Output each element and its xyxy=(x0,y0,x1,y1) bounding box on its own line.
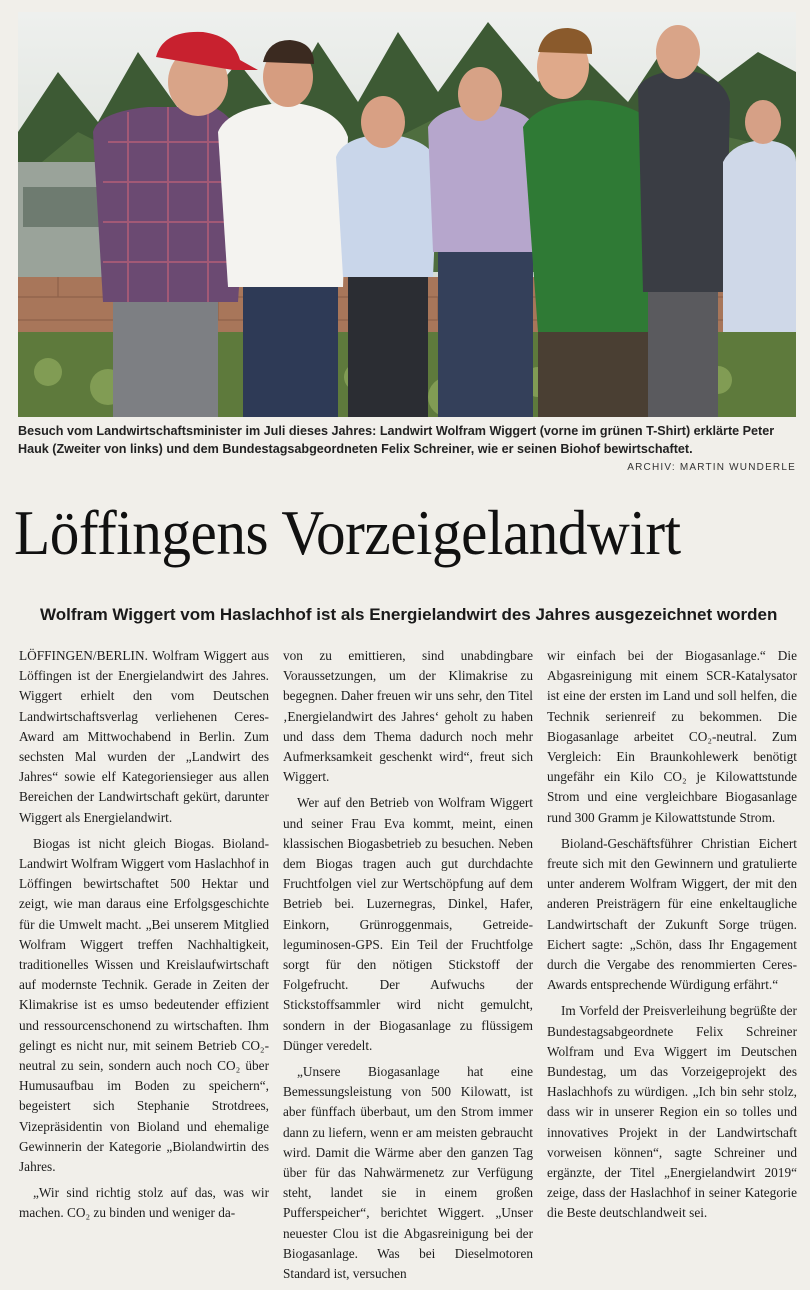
paragraph: Im Vorfeld der Preisverleihung begrüßte der Bundestagsabgeordnete Felix Schreiner Wolfram und Eva Wiggert im Deutschen Bundestag, um das Vorzeigeprojekt des Haslachhofs zu würdigen. „Ich bin sehr stolz, dass wir in unserer Region ein so tolles und innovatives Projekt in der Landwirtschaft vorweisen können“, sagte Schreiner und ergänzte, der Titel „Energielandwirt 2019“ zeige, dass der Haslachhof in seiner Kategorie die Beste deutschlandweit sei. xyxy=(547,1003,797,1221)
article-body xyxy=(19,646,797,1282)
article-photo xyxy=(18,12,796,417)
subheadline: Wolfram Wiggert vom Haslachhof ist als Energielandwirt des Jahres ausgezeichnet worden xyxy=(40,605,778,624)
paragraph: Bioland-Geschäftsführer Christian Eichert freute sich mit den Gewinnern und gratulierte unter anderem Wolfram Wiggert, der mit den anderen Preisträgern für eine enkeltaugliche Landwirtschaft der Zukunft Sorge trügen. Eichert sagte: „Schön, dass Ihr Engagement durch die Vergabe des renommierten Ceres-Awards entsprechende Würdigung erfährt.“ xyxy=(547,835,797,993)
article-column-1 xyxy=(19,646,269,1290)
paragraph: Wer auf den Betrieb von Wolfram Wiggert und seiner Frau Eva kommt, meint, einen klassischen Biogasbetrieb zu besuchen. Neben dem Biogas tragen auch gut durchdachte Fruchtfolgen viel zur Wertschöpfung auf dem Betrieb bei. Luzernegras, Dinkel, Hafer, Einkorn, Grünroggenmais, Getreide-leguminosen-GPS. Ein Teil der Fruchtfolge sorgt für den nötigen Stickstoff der Folgefrucht. Der Aufwuchs der Stickstoffsammler wird nicht gemulcht, sondern in der Biogasanlage zu flüssigem Dünger veredelt. xyxy=(283,795,533,1053)
article-column-2 xyxy=(283,646,533,1290)
photo-caption: Besuch vom Landwirtschaftsminister im Juli dieses Jahres: Landwirt Wolfram Wiggert (vorne im grünen T-Shirt) erklärte Peter Hauk (Zweiter von links) und dem Bundestagsabgeordneten Felix Schreiner, wie er seinen Biohof bewirtschaftet. xyxy=(18,424,775,456)
paragraph: von zu emittieren, sind unabdingbare Voraussetzungen, um der Klimakrise zu begegnen. Daher freuen wir uns sehr, den Titel ‚Energielandwirt des Jahres‘ geholt zu haben und dass dem Thema dadurch noch mehr Aufmerksamkeit geschenkt wird“, freut sich Wiggert. xyxy=(283,648,533,785)
paragraph: Biogas ist nicht gleich Biogas. Bioland-Landwirt Wolfram Wiggert vom Haslachhof in Löffingen bewirtschaftet 500 Hektar und zeigt, wie man daraus eine Erfolgsgeschichte für die Umwelt macht. „Bei unserem Mitglied Wolfram Wiggert treffen Nachhaltigkeit, traditionelles Wissen und Kreislaufwirtschaft auf modernste Technik. Gerade in Zeiten der Klimakrise ist es umso bedeutender effizient und ressourcenschonend zu wirtschaften. Ihm gelingt es nicht nur, mit seinem Betrieb CO₂-neutral zu sein, sondern auch noch CO₂ über Humusaufbau im Boden zu speichern“, begeistert sich Stephanie Strotdrees, Vizepräsidentin von Bioland und ehemalige Gewinnerin der Kategorie „Biolandwirtin des Jahres. xyxy=(19,835,269,1175)
paragraph: wir einfach bei der Biogasanlage.“ Die Abgasreinigung mit einem SCR-Katalysator ist eine der ersten im Land und soll helfen, die Technik serienreif zu bekommen. Die Biogasanlage arbeitet CO₂-neutral. Zum Vergleich: Ein Braunkohlewerk benötigt ungefähr ein Kilo CO₂ je Kilowattstunde Strom und eine vergleichbare Biogasanlage rund 300 Gramm je Kilowattstunde Strom. xyxy=(547,648,797,825)
headline: Löffingens Vorzeigelandwirt xyxy=(14,498,681,568)
field-visit-photo-icon xyxy=(18,12,796,417)
paragraph: LÖFFINGEN/BERLIN. Wolfram Wiggert aus Löffingen ist der Energielandwirt des Jahres. Wiggert erhielt den vom Deutschen Landwirtschaftsverlag verliehenen Ceres-Award am Mittwochabend in Berlin. Zum sechsten Mal wurden der „Landwirt des Jahres“ sowie elf Kategoriensieger aus allen Bereichen der Landwirtschaft gekürt, darunter Wiggert als Energielandwirt. xyxy=(19,648,269,825)
article-column-3 xyxy=(547,646,797,1290)
photo-credit: ARCHIV: MARTIN WUNDERLE xyxy=(627,462,796,473)
paragraph: „Unsere Biogasanlage hat eine Bemessungsleistung von 500 Kilowatt, ist aber fünffach überbaut, um den Strom immer dann zu liefern, wenn er am meisten gebraucht wird. Damit die Wärme aber den ganzen Tag über für das Nahwärmenetz zur Verfügung steht, landet sie in einem großen Pufferspeicher“, berichtet Wiggert. „Unser neuester Clou ist die Abgasreinigung bei der Biogasanlage. Was bei Dieselmotoren Standard ist, versuchen xyxy=(283,1064,533,1282)
paragraph: „Wir sind richtig stolz auf das, was wir machen. CO₂ zu binden und weniger da- xyxy=(19,1185,269,1221)
